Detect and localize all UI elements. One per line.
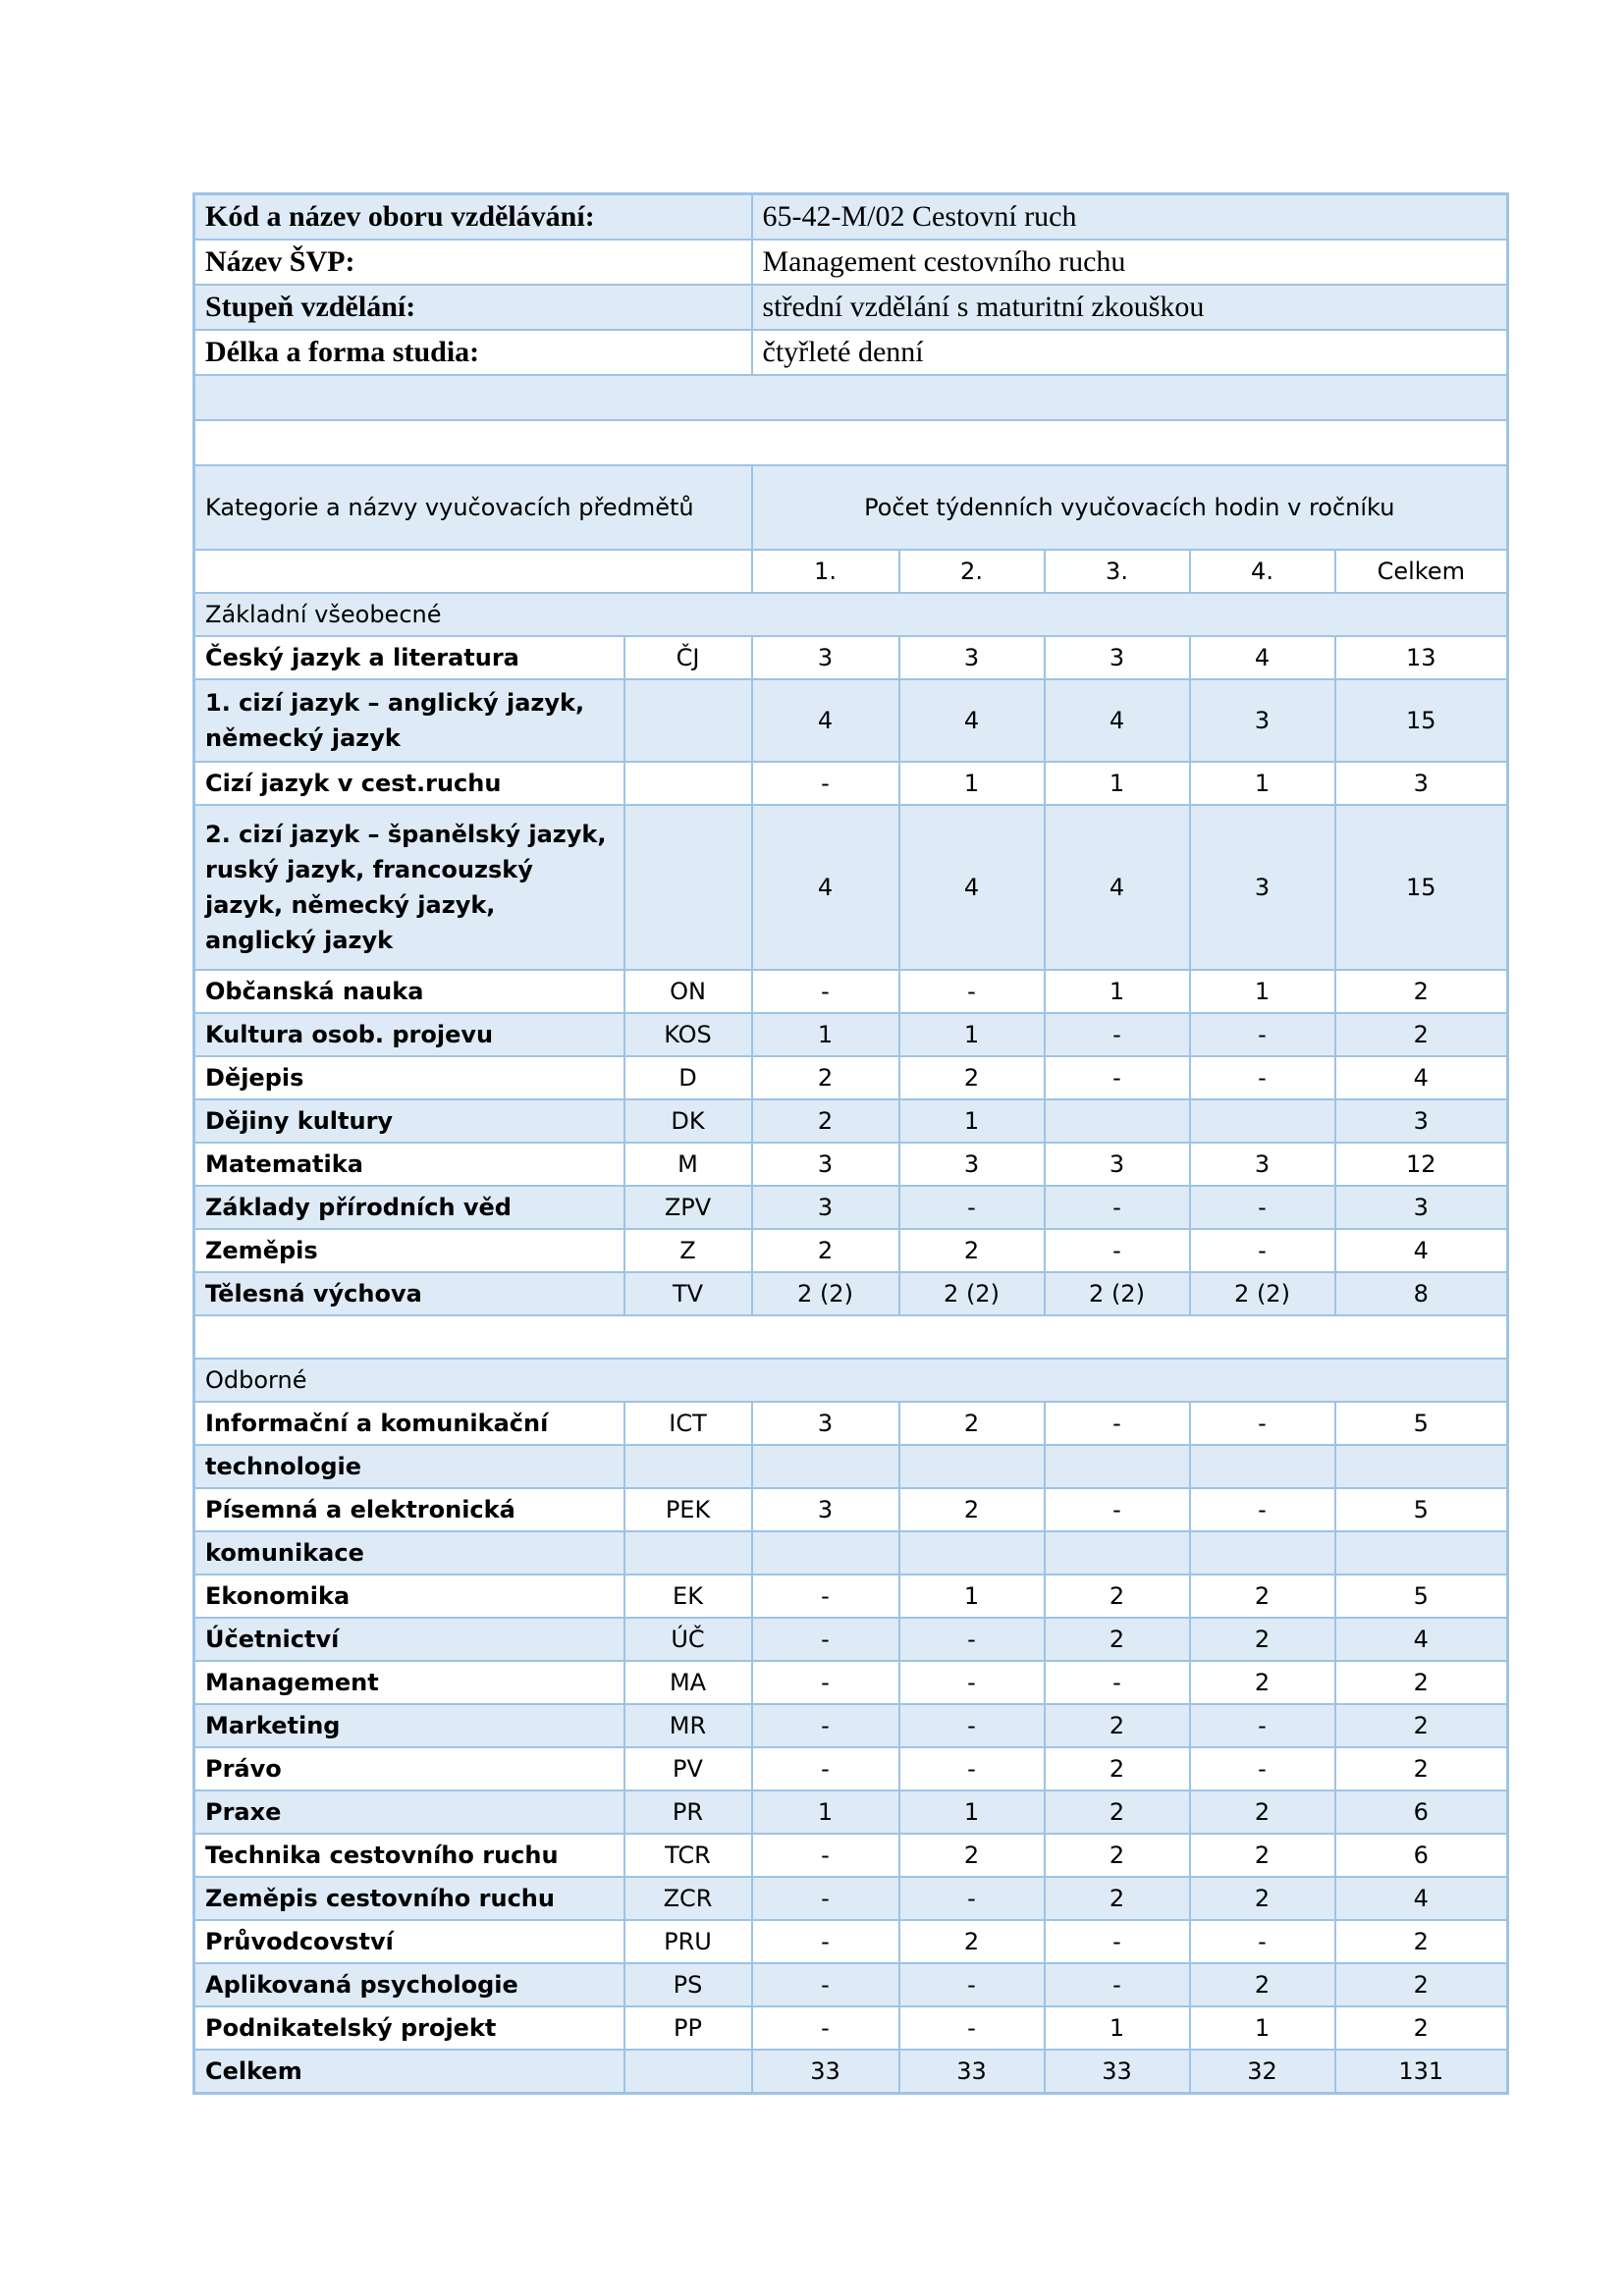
hours-year-4: - [1190,1013,1335,1056]
table-row [194,1186,1508,1229]
hours-year-2: - [899,1963,1045,2006]
subject-abbr: TCR [624,1834,752,1877]
subject-abbr: DK [624,1099,752,1143]
hours-year-1: 3 [752,1143,899,1186]
hours-year-3: - [1045,1229,1190,1272]
subject-name: Právo [194,1747,624,1790]
subject-name: Matematika [194,1143,624,1186]
hours-year-2: - [899,1186,1045,1229]
subject-abbr [624,2050,752,2094]
hours-year-1: 3 [752,1488,899,1531]
subject-name: Dějiny kultury [194,1099,624,1143]
curriculum-table [192,192,1509,2095]
subject-abbr [624,762,752,805]
table-row [194,1402,1508,1445]
table-row [194,679,1508,762]
hours-total: 5 [1335,1575,1508,1618]
empty-cell [1045,1531,1190,1575]
hours-year-3: - [1045,1661,1190,1704]
hours-total: 4 [1335,1877,1508,1920]
col-total: Celkem [1335,550,1508,593]
category-header: Kategorie a názvy vyučovacích předmětů [194,465,752,550]
subject-name: Občanská nauka [194,970,624,1013]
hours-total: 13 [1335,636,1508,679]
table-row [194,1920,1508,1963]
meta-value: střední vzdělání s maturitní zkouškou [752,285,1508,330]
col-year-4: 4. [1190,550,1335,593]
hours-header: Počet týdenních vyučovacích hodin v ročníku [752,465,1508,550]
hours-year-4: 2 [1190,1618,1335,1661]
hours-year-1: 2 [752,1229,899,1272]
hours-year-4: - [1190,1402,1335,1445]
subject-abbr: MR [624,1704,752,1747]
subject-name: Dějepis [194,1056,624,1099]
section-general: Základní všeobecné [194,593,1508,636]
hours-year-2: - [899,1747,1045,1790]
subject-name: Kultura osob. projevu [194,1013,624,1056]
hours-year-3: - [1045,1186,1190,1229]
hours-year-4: 1 [1190,2006,1335,2050]
hours-year-1: - [752,1575,899,1618]
table-row [194,1877,1508,1920]
table-row [194,1704,1508,1747]
subject-abbr: EK [624,1575,752,1618]
hours-year-3: 3 [1045,1143,1190,1186]
hours-total: 2 [1335,2006,1508,2050]
subject-name: Cizí jazyk v cest.ruchu [194,762,624,805]
empty-cell [1045,1445,1190,1488]
subject-abbr: ZPV [624,1186,752,1229]
hours-year-1: 4 [752,679,899,762]
subject-abbr [624,679,752,762]
subject-name: Informační a komunikační [194,1402,624,1445]
subject-name: Účetnictví [194,1618,624,1661]
hours-year-2: 2 [899,1488,1045,1531]
hours-year-2: - [899,2006,1045,2050]
table-row-continuation [194,1531,1508,1575]
table-row [194,1575,1508,1618]
hours-total: 3 [1335,1099,1508,1143]
meta-block [194,194,1508,466]
table-row [194,1661,1508,1704]
table-row [194,1013,1508,1056]
hours-year-1: 33 [752,2050,899,2094]
subjects-block [194,465,1508,2094]
empty-cell [624,1445,752,1488]
table-row [194,805,1508,970]
subject-name: Celkem [194,2050,624,2094]
hours-total: 8 [1335,1272,1508,1315]
hours-year-3: 2 (2) [1045,1272,1190,1315]
hours-total: 6 [1335,1790,1508,1834]
subject-abbr: ČJ [624,636,752,679]
hours-year-3 [1045,1099,1190,1143]
hours-year-3: - [1045,1488,1190,1531]
subject-name-continuation: komunikace [194,1531,624,1575]
hours-year-1: - [752,970,899,1013]
hours-year-2: 1 [899,762,1045,805]
hours-year-2: - [899,1618,1045,1661]
hours-year-3: - [1045,1402,1190,1445]
hours-year-2: 2 [899,1834,1045,1877]
subject-name: Písemná a elektronická [194,1488,624,1531]
hours-year-1: 3 [752,1186,899,1229]
hours-year-2: - [899,970,1045,1013]
hours-total: 131 [1335,2050,1508,2094]
meta-row [194,285,1508,330]
subject-name: Český jazyk a literatura [194,636,624,679]
subject-name: Technika cestovního ruchu [194,1834,624,1877]
subject-abbr: M [624,1143,752,1186]
empty-cell [624,1531,752,1575]
hours-year-2: - [899,1877,1045,1920]
table-row [194,1834,1508,1877]
subject-abbr: KOS [624,1013,752,1056]
subject-abbr: PV [624,1747,752,1790]
hours-year-3: 1 [1045,762,1190,805]
meta-value: Management cestovního ruchu [752,240,1508,285]
hours-year-4: - [1190,1920,1335,1963]
subject-name: Zeměpis [194,1229,624,1272]
meta-row [194,194,1508,240]
hours-year-4: - [1190,1488,1335,1531]
table-row [194,1229,1508,1272]
subject-name: Aplikovaná psychologie [194,1963,624,2006]
hours-year-2: 3 [899,636,1045,679]
subject-abbr: Z [624,1229,752,1272]
hours-total: 6 [1335,1834,1508,1877]
hours-year-4: 3 [1190,805,1335,970]
table-row [194,1747,1508,1790]
subject-name-continuation: technologie [194,1445,624,1488]
hours-year-3: 3 [1045,636,1190,679]
section-row [194,593,1508,636]
hours-year-1: 1 [752,1790,899,1834]
hours-total: 5 [1335,1402,1508,1445]
subject-abbr: D [624,1056,752,1099]
hours-year-2: 2 [899,1229,1045,1272]
hours-year-3: 2 [1045,1790,1190,1834]
table-row [194,1488,1508,1531]
hours-total: 15 [1335,679,1508,762]
hours-year-4: 3 [1190,679,1335,762]
meta-row [194,330,1508,375]
hours-year-2: 2 (2) [899,1272,1045,1315]
subject-name: Management [194,1661,624,1704]
subject-abbr: PS [624,1963,752,2006]
subject-abbr: PEK [624,1488,752,1531]
hours-year-4: 32 [1190,2050,1335,2094]
empty-cell [1335,1531,1508,1575]
subject-name: Marketing [194,1704,624,1747]
subject-abbr: ZCR [624,1877,752,1920]
meta-value: 65-42-M/02 Cestovní ruch [752,194,1508,240]
subject-name: Průvodcovství [194,1920,624,1963]
meta-label: Stupeň vzdělání: [194,285,752,330]
table-row [194,762,1508,805]
subject-abbr: ÚČ [624,1618,752,1661]
hours-total: 4 [1335,1056,1508,1099]
hours-total: 2 [1335,970,1508,1013]
hours-year-4: 2 (2) [1190,1272,1335,1315]
hours-year-3: - [1045,1920,1190,1963]
hours-year-3: 1 [1045,970,1190,1013]
hours-year-2: 2 [899,1402,1045,1445]
hours-year-1: 2 [752,1056,899,1099]
table-row [194,970,1508,1013]
hours-year-2: 33 [899,2050,1045,2094]
subject-abbr: PRU [624,1920,752,1963]
header-row [194,465,1508,550]
meta-value: čtyřleté denní [752,330,1508,375]
empty-cell [1335,1445,1508,1488]
hours-year-3: - [1045,1013,1190,1056]
hours-year-1: - [752,1618,899,1661]
hours-total: 2 [1335,1920,1508,1963]
subject-abbr: TV [624,1272,752,1315]
hours-total: 5 [1335,1488,1508,1531]
hours-year-3: 2 [1045,1877,1190,1920]
subject-name: Základy přírodních věd [194,1186,624,1229]
hours-year-1: - [752,2006,899,2050]
total-row [194,2050,1508,2094]
hours-total: 2 [1335,1704,1508,1747]
hours-year-3: 1 [1045,2006,1190,2050]
meta-label: Kód a název oboru vzdělávání: [194,194,752,240]
hours-total: 4 [1335,1229,1508,1272]
empty-cell [1190,1445,1335,1488]
hours-year-2: 1 [899,1099,1045,1143]
spacer-cell [194,375,1508,420]
hours-year-1: 3 [752,1402,899,1445]
table-row [194,1618,1508,1661]
spacer-row [194,375,1508,420]
hours-year-2: 4 [899,679,1045,762]
hours-year-4: 1 [1190,762,1335,805]
subject-name: Zeměpis cestovního ruchu [194,1877,624,1920]
subject-abbr: PP [624,2006,752,2050]
section-professional-row [194,1359,1508,1402]
meta-label: Délka a forma studia: [194,330,752,375]
subject-name: 1. cizí jazyk – anglický jazyk, německý jazyk [194,679,624,762]
table-row [194,1790,1508,1834]
hours-year-1: 1 [752,1013,899,1056]
hours-year-4: 2 [1190,1963,1335,2006]
subject-name: 2. cizí jazyk – španělský jazyk, ruský jazyk, francouzský jazyk, německý jazyk, anglický jazyk [194,805,624,970]
hours-year-3: 2 [1045,1834,1190,1877]
subject-abbr: MA [624,1661,752,1704]
table-row-continuation [194,1445,1508,1488]
hours-year-4: 1 [1190,970,1335,1013]
hours-year-4: 2 [1190,1661,1335,1704]
col-year-1: 1. [752,550,899,593]
col-year-2: 2. [899,550,1045,593]
hours-year-3: - [1045,1963,1190,2006]
table-row [194,1143,1508,1186]
hours-year-4: 2 [1190,1575,1335,1618]
hours-year-2: 4 [899,805,1045,970]
spacer-cell-row [194,1315,1508,1359]
empty-cell [752,1531,899,1575]
subject-abbr [624,805,752,970]
subject-abbr: ICT [624,1402,752,1445]
hours-year-1: - [752,1704,899,1747]
hours-total: 2 [1335,1963,1508,2006]
table-row [194,2006,1508,2050]
hours-year-2: 1 [899,1013,1045,1056]
hours-year-3: - [1045,1056,1190,1099]
subject-name: Podnikatelský projekt [194,2006,624,2050]
hours-year-4: - [1190,1186,1335,1229]
hours-year-1: 4 [752,805,899,970]
empty-cell [899,1531,1045,1575]
table-row [194,636,1508,679]
hours-year-2: - [899,1661,1045,1704]
hours-year-2: 1 [899,1575,1045,1618]
hours-year-4: 3 [1190,1143,1335,1186]
hours-year-2: 3 [899,1143,1045,1186]
meta-label: Název ŠVP: [194,240,752,285]
hours-year-3: 2 [1045,1575,1190,1618]
hours-year-4: 4 [1190,636,1335,679]
empty-cell [899,1445,1045,1488]
hours-total: 2 [1335,1661,1508,1704]
hours-year-4: - [1190,1704,1335,1747]
hours-year-4: - [1190,1747,1335,1790]
column-header-row [194,550,1508,593]
hours-total: 15 [1335,805,1508,970]
empty-cell [752,1445,899,1488]
hours-year-2: - [899,1704,1045,1747]
table-row [194,1963,1508,2006]
empty-cell [194,550,752,593]
empty-cell [1190,1531,1335,1575]
hours-year-1: 3 [752,636,899,679]
spacer-row [194,420,1508,465]
hours-total: 2 [1335,1747,1508,1790]
subject-name: Praxe [194,1790,624,1834]
hours-year-4: 2 [1190,1877,1335,1920]
hours-total: 2 [1335,1013,1508,1056]
hours-year-4: - [1190,1229,1335,1272]
table-row [194,1099,1508,1143]
hours-total: 3 [1335,1186,1508,1229]
hours-year-2: 1 [899,1790,1045,1834]
hours-year-3: 2 [1045,1747,1190,1790]
col-year-3: 3. [1045,550,1190,593]
hours-total: 12 [1335,1143,1508,1186]
hours-year-3: 4 [1045,679,1190,762]
hours-year-1: - [752,1920,899,1963]
hours-year-4: 2 [1190,1834,1335,1877]
subject-name: Ekonomika [194,1575,624,1618]
spacer-cell [194,1315,1508,1359]
subject-abbr: PR [624,1790,752,1834]
hours-total: 3 [1335,762,1508,805]
hours-year-1: - [752,1747,899,1790]
hours-year-3: 4 [1045,805,1190,970]
hours-year-1: 2 (2) [752,1272,899,1315]
hours-year-4 [1190,1099,1335,1143]
hours-year-1: - [752,1963,899,2006]
hours-year-1: 2 [752,1099,899,1143]
hours-total: 4 [1335,1618,1508,1661]
section-professional: Odborné [194,1359,1508,1402]
subject-name: Tělesná výchova [194,1272,624,1315]
subject-abbr: ON [624,970,752,1013]
hours-year-1: - [752,1877,899,1920]
curriculum-sheet [192,192,1506,2095]
hours-year-2: 2 [899,1056,1045,1099]
hours-year-4: - [1190,1056,1335,1099]
hours-year-1: - [752,1834,899,1877]
table-row [194,1272,1508,1315]
hours-year-1: - [752,762,899,805]
hours-year-3: 2 [1045,1618,1190,1661]
hours-year-4: 2 [1190,1790,1335,1834]
hours-year-2: 2 [899,1920,1045,1963]
hours-year-1: - [752,1661,899,1704]
hours-year-3: 33 [1045,2050,1190,2094]
table-row [194,1056,1508,1099]
spacer-cell [194,420,1508,465]
meta-row [194,240,1508,285]
hours-year-3: 2 [1045,1704,1190,1747]
